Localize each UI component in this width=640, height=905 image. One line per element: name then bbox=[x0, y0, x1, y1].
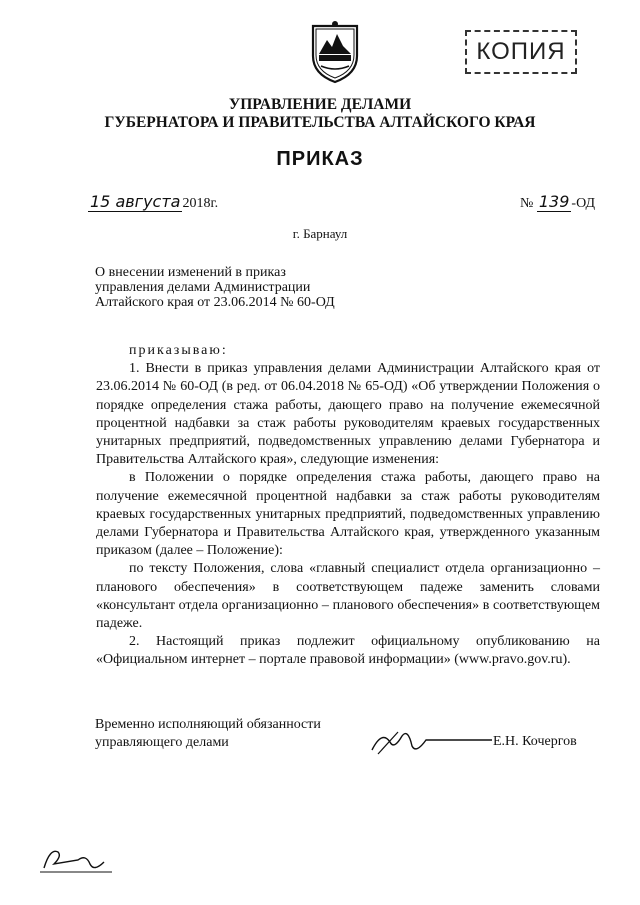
order-directive: приказываю: bbox=[129, 343, 228, 358]
order-city: г. Барнаул bbox=[292, 226, 348, 241]
body-paragraph-1: 1. Внести в приказ управления делами Администрации Алтайского края от 23.06.2014 № 60-ОД (в ред. от 06.04.2018 № 65-ОД) «Об утверждении Положения о порядке определения стажа работы, дающего право на получение ежемесячной процентной надбавки за стаж работы руководителям краевых государственных унитарных предприятий, подведомственных управлению делами Губернатора и Правительства Алтайского края», следующие изменения: bbox=[96, 361, 600, 468]
org-name-line2: ГУБЕРНАТОРА И ПРАВИТЕЛЬСТВА АЛТАЙСКОГО КРАЯ bbox=[104, 114, 536, 131]
handwritten-initials bbox=[38, 842, 118, 878]
coat-of-arms-emblem bbox=[305, 20, 365, 84]
subject-line: Алтайского края от 23.06.2014 № 60-ОД bbox=[95, 295, 335, 310]
subject-line: О внесении изменений в приказ bbox=[95, 265, 286, 280]
order-date-suffix: 2018г. bbox=[182, 196, 219, 211]
order-number bbox=[520, 192, 595, 212]
body-paragraph-3: по тексту Положения, слова «главный специалист отдела организационно – планового обеспечения» в соответствующем падеже заменить словами «консультант отдела организационно – планового обеспечения» в соответствующем падеже. bbox=[96, 561, 600, 632]
order-title: ПРИКАЗ bbox=[276, 148, 364, 170]
order-number-prefix: № bbox=[520, 196, 534, 211]
order-number-suffix: -ОД bbox=[571, 196, 596, 211]
body-paragraph-2: в Положении о порядке определения стажа работы, дающего право на получение ежемесячной процентной надбавки за стаж работы руководителям краевых государственных унитарных предприятий, подведомственных управлению делами Губернатора и Правительства Алтайского края, утвержденного указанным приказом (далее – Положение): bbox=[96, 470, 600, 559]
org-name-line1: УПРАВЛЕНИЕ ДЕЛАМИ bbox=[228, 96, 412, 113]
signatory-position-line1: Временно исполняющий обязанности bbox=[95, 717, 321, 732]
order-number-handwritten: 139 bbox=[538, 192, 570, 211]
signatory-name: Е.Н. Кочергов bbox=[493, 734, 577, 749]
handwritten-signature bbox=[368, 724, 498, 758]
signatory-position bbox=[95, 716, 321, 752]
body-paragraph-4: 2. Настоящий приказ подлежит официальному опубликованию на «Официальном интернет – портале правовой информации» (www.pravo.gov.ru). bbox=[96, 634, 600, 668]
signatory-position-line2: управляющего делами bbox=[95, 735, 229, 750]
order-date bbox=[88, 192, 218, 212]
order-body bbox=[96, 342, 600, 670]
order-subject bbox=[95, 265, 415, 310]
copy-stamp-text: КОПИЯ bbox=[476, 38, 566, 65]
order-date-handwritten: 15 августа bbox=[90, 192, 181, 211]
copy-stamp bbox=[465, 30, 577, 74]
subject-line: управления делами Администрации bbox=[95, 280, 311, 295]
